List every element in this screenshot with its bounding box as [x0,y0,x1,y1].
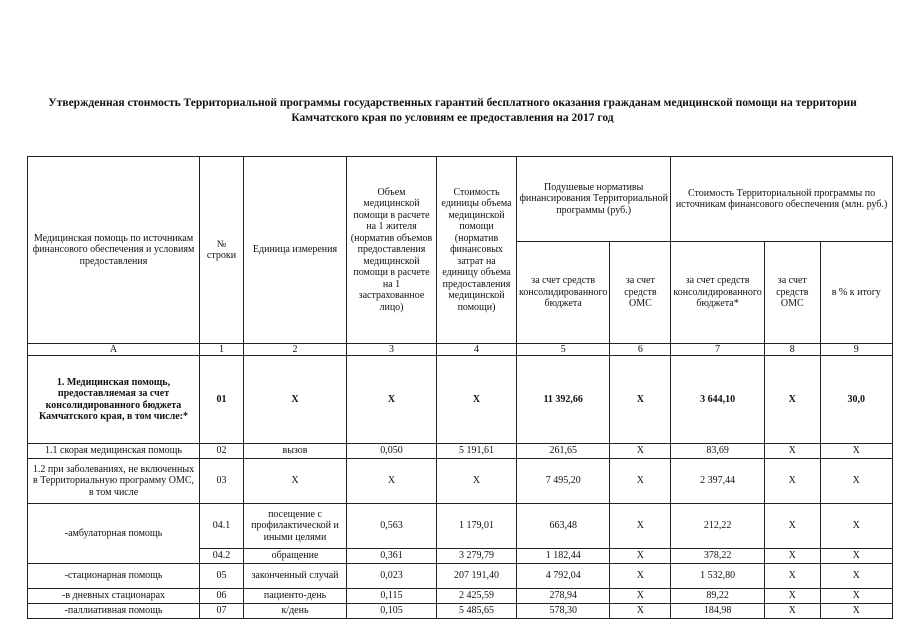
row-name: 1.1 скорая медицинская помощь [28,444,200,459]
table-row [28,356,893,444]
row-per-capita-budget: 1 182,44 [517,549,610,564]
row-line: 07 [200,604,244,619]
row-per-capita-budget: 7 495,20 [517,459,610,504]
row-cost-budget: 2 397,44 [671,459,764,504]
row-per-capita-budget: 11 392,66 [517,356,610,444]
row-volume: 0,050 [347,444,437,459]
column-number: 4 [437,344,517,356]
header-per-capita-oms: за счет средств ОМС [610,242,671,344]
header-unit: Единица измерения [244,157,347,344]
column-number: 1 [200,344,244,356]
row-cost-budget: 83,69 [671,444,764,459]
row-per-capita-oms: X [610,589,671,604]
row-unit: пациенто-день [244,589,347,604]
row-volume: 0,105 [347,604,437,619]
header-program-cost-group: Стоимость Территориальной программы по источникам финансового обеспечения (млн. руб.) [671,157,892,242]
row-cost-oms: X [764,604,820,619]
column-number: 8 [764,344,820,356]
header-per-capita-budget: за счет средств консолидированного бюджета [517,242,610,344]
column-number: А [28,344,200,356]
row-per-capita-oms: X [610,604,671,619]
row-name: -паллиативная помощь [28,604,200,619]
header-line-number: № строки [200,157,244,344]
row-volume: 0,115 [347,589,437,604]
row-name: 1.2 при заболеваниях, не включенных в Территориальную программу ОМС, в том числе [28,459,200,504]
row-line: 04.1 [200,504,244,549]
column-number: 9 [820,344,892,356]
row-line: 01 [200,356,244,444]
row-unit: вызов [244,444,347,459]
header-care-type: Медицинская помощь по источникам финансового обеспечения и условиям предоставления [28,157,200,344]
row-per-capita-budget: 278,94 [517,589,610,604]
row-cost-percent: X [820,589,892,604]
row-per-capita-budget: 663,48 [517,504,610,549]
row-name [28,356,200,444]
column-number: 3 [347,344,437,356]
row-line: 04.2 [200,549,244,564]
row-unit: посещение с профилактической и иными целями [244,504,347,549]
row-cost-budget: 184,98 [671,604,764,619]
row-line: 02 [200,444,244,459]
column-number: 6 [610,344,671,356]
row-cost-percent: X [820,549,892,564]
row-cost-percent: X [820,504,892,549]
row-per-capita-oms: X [610,444,671,459]
table-row [28,604,893,619]
column-number: 7 [671,344,764,356]
row-cost-oms: X [764,589,820,604]
row-cost-budget: 378,22 [671,549,764,564]
row-unit-cost: 5 191,61 [437,444,517,459]
row-unit: X [244,459,347,504]
row-cost-oms: X [764,504,820,549]
table-row [28,459,893,504]
header-row [28,157,893,242]
row-cost-percent: X [820,459,892,504]
row-unit: к/день [244,604,347,619]
row-unit-cost: 3 279,79 [437,549,517,564]
row-cost-budget: 89,22 [671,589,764,604]
row-line: 05 [200,564,244,589]
row-per-capita-oms: X [610,504,671,549]
row-cost-percent: X [820,444,892,459]
table-row [28,564,893,589]
row-cost-budget: 1 532,80 [671,564,764,589]
row-name: -стационарная помощь [28,564,200,589]
row-unit: X [244,356,347,444]
table-row [28,589,893,604]
header-per-capita-group: Подушевые нормативы финансирования Территориальной программы (руб.) [517,157,671,242]
column-number: 2 [244,344,347,356]
row-per-capita-oms: X [610,549,671,564]
column-number-row [28,344,893,356]
header-volume: Объем медицинской помощи в расчете на 1 жителя (норматив объемов предоставления медицинской помощи в расчете на 1 застрахованное лицо) [347,157,437,344]
row-volume: X [347,356,437,444]
row-unit-cost: 207 191,40 [437,564,517,589]
row-volume: X [347,459,437,504]
table-row [28,504,893,549]
header-cost-oms: за счет средств ОМС [764,242,820,344]
row-per-capita-oms: X [610,459,671,504]
row-unit-cost: 5 485,65 [437,604,517,619]
row-unit: законченный случай [244,564,347,589]
row-line: 03 [200,459,244,504]
row-cost-oms: X [764,459,820,504]
row-per-capita-oms: X [610,564,671,589]
row-unit-cost: X [437,356,517,444]
header-unit-cost: Стоимость единицы объема медицинской помощи (норматив финансовых затрат на единицу объема предоставления медицинской помощи) [437,157,517,344]
row-unit-cost: 2 425,59 [437,589,517,604]
row-cost-budget: 3 644,10 [671,356,764,444]
row-cost-budget: 212,22 [671,504,764,549]
row-name: -амбулаторная помощь [28,504,200,564]
row-cost-percent: X [820,564,892,589]
column-number: 5 [517,344,610,356]
row-cost-oms: X [764,549,820,564]
row-cost-oms: X [764,444,820,459]
header-cost-percent: в % к итогу [820,242,892,344]
header-cost-budget: за счет средств консолидированного бюджета* [671,242,764,344]
table-row [28,444,893,459]
row-name-text: 1. Медицинская помощь, предоставляемая за счет консолидированного бюджета Камчатского края, в том числе:* [39,376,188,422]
row-per-capita-budget: 4 792,04 [517,564,610,589]
row-cost-oms: X [764,564,820,589]
cost-table [27,156,893,619]
row-cost-percent: 30,0 [820,356,892,444]
row-volume: 0,361 [347,549,437,564]
row-per-capita-budget: 261,65 [517,444,610,459]
row-per-capita-oms: X [610,356,671,444]
row-name: -в дневных стационарах [28,589,200,604]
row-volume: 0,563 [347,504,437,549]
row-unit-cost: X [437,459,517,504]
row-line: 06 [200,589,244,604]
row-per-capita-budget: 578,30 [517,604,610,619]
row-cost-oms: X [764,356,820,444]
row-cost-percent: X [820,604,892,619]
row-unit-cost: 1 179,01 [437,504,517,549]
document-title: Утвержденная стоимость Территориальной программы государственных гарантий бесплатного оказания гражданам медицинской помощи на территории Камчатского края по условиям ее предоставления на 2017 год [48,97,857,124]
row-unit: обращение [244,549,347,564]
row-volume: 0,023 [347,564,437,589]
